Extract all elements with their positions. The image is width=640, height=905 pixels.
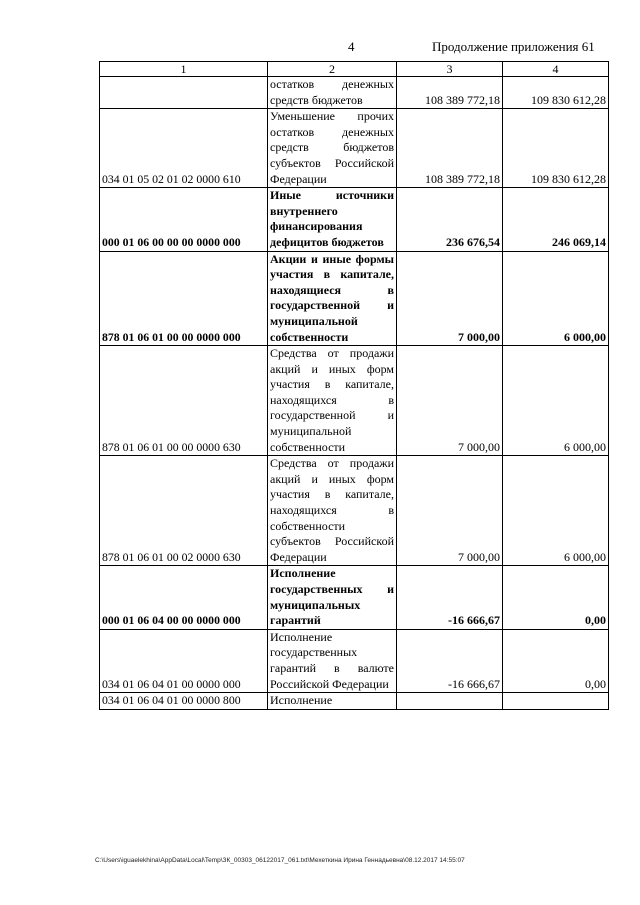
table-row — [100, 693, 609, 710]
continuation-title: Продолжение приложения 61 — [432, 39, 595, 54]
amount-col3: 7 000,00 — [397, 346, 503, 456]
file-path-footer: C:\Users\iguaelekhina\AppData\Local\Temp\ЗК_00303_06122017_061.txt\Мехеткина Ирина Геннадьевна\08.12.2017 14:55:07 — [95, 857, 465, 864]
column-header: 3 — [397, 62, 503, 77]
amount-col3: 108 389 772,18 — [397, 77, 503, 109]
budget-code: 878 01 06 01 00 02 0000 630 — [100, 456, 268, 566]
budget-code: 034 01 05 02 01 02 0000 610 — [100, 109, 268, 188]
amount-col4: 6 000,00 — [503, 456, 609, 566]
column-number-row — [100, 62, 609, 77]
budget-code: 878 01 06 01 00 00 0000 630 — [100, 346, 268, 456]
row-description: Средства от продажи акций и иных форм участия в капитале, находящихся в собственности субъектов Российской Федерации — [268, 456, 397, 566]
row-description: Исполнение государственных гарантий в валюте Российской Федерации — [268, 629, 397, 692]
budget-code — [100, 77, 268, 109]
table-row — [100, 456, 609, 566]
budget-sources-table — [99, 61, 609, 710]
row-description: Акции и иные формы участия в капитале, находящиеся в государственной и муниципальной собственности — [268, 251, 397, 346]
row-description: Средства от продажи акций и иных форм участия в капитале, находящихся в государственной и муниципальной собственности — [268, 346, 397, 456]
budget-code: 000 01 06 00 00 00 0000 000 — [100, 188, 268, 251]
amount-col4 — [503, 693, 609, 710]
table-row — [100, 566, 609, 629]
amount-col3: 7 000,00 — [397, 251, 503, 346]
amount-col3: -16 666,67 — [397, 629, 503, 692]
amount-col3: -16 666,67 — [397, 566, 503, 629]
amount-col4: 0,00 — [503, 629, 609, 692]
amount-col3: 108 389 772,18 — [397, 109, 503, 188]
row-description: Иные источники внутреннего финансирования дефицитов бюджетов — [268, 188, 397, 251]
column-header: 4 — [503, 62, 609, 77]
table-row — [100, 346, 609, 456]
amount-col3: 236 676,54 — [397, 188, 503, 251]
table-row — [100, 251, 609, 346]
column-header: 1 — [100, 62, 268, 77]
budget-code: 878 01 06 01 00 00 0000 000 — [100, 251, 268, 346]
page-number: 4 — [348, 39, 355, 54]
table-row — [100, 109, 609, 188]
budget-code: 000 01 06 04 00 00 0000 000 — [100, 566, 268, 629]
amount-col4: 109 830 612,28 — [503, 109, 609, 188]
row-description: остатков денежных средств бюджетов — [268, 77, 397, 109]
table-row — [100, 629, 609, 692]
amount-col4: 6 000,00 — [503, 346, 609, 456]
budget-code: 034 01 06 04 01 00 0000 000 — [100, 629, 268, 692]
amount-col4: 0,00 — [503, 566, 609, 629]
table-row — [100, 77, 609, 109]
amount-col3: 7 000,00 — [397, 456, 503, 566]
row-description: Исполнение государственных и муниципальных гарантий — [268, 566, 397, 629]
amount-col3 — [397, 693, 503, 710]
amount-col4: 246 069,14 — [503, 188, 609, 251]
amount-col4: 6 000,00 — [503, 251, 609, 346]
row-description: Исполнение — [268, 693, 397, 710]
amount-col4: 109 830 612,28 — [503, 77, 609, 109]
budget-code: 034 01 06 04 01 00 0000 800 — [100, 693, 268, 710]
table-row — [100, 188, 609, 251]
column-header: 2 — [268, 62, 397, 77]
row-description: Уменьшение прочих остатков денежных средств бюджетов субъектов Российской Федерации — [268, 109, 397, 188]
